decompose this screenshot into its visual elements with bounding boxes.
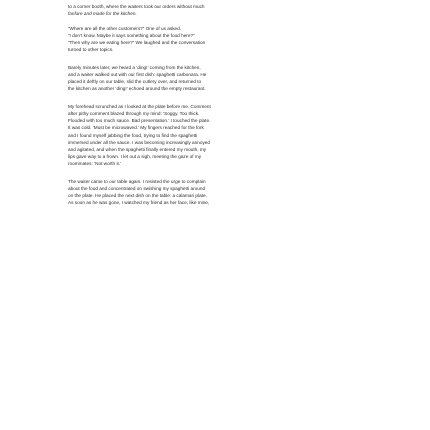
text-line: to a corner booth, where the waiters took our orders without much: [68, 4, 205, 9]
text-line: and I found myself jabbing the food, trying to find the spaghetti: [68, 132, 198, 138]
text-line: The waiter came to our table again. I resisted the urge to complain: [68, 178, 206, 184]
text-line: roommates: ‘Not worth it.’: [68, 161, 122, 167]
paragraph-5: [68, 178, 362, 207]
text-line: It was cold. ‘Must be microwaved.’ My fingers reached for the fork: [68, 125, 204, 131]
text-line: fanfare and made for the kitchen.: [68, 11, 137, 17]
text-line: lips gave way to a frown. I let out a sigh, meeting the gaze of my: [68, 154, 202, 160]
paragraph-1: [68, 3, 362, 17]
text-line: turned to other topics.: [68, 47, 114, 53]
paragraph-gap: [68, 93, 362, 103]
paragraph-gap: [68, 167, 362, 177]
paragraph-gap: [68, 54, 362, 64]
text-line: My forehead scrunched as I looked at the plate before me. Comment: [68, 103, 211, 109]
text-line: “Then why are we eating here?” We laughed and the conversation: [68, 40, 206, 46]
text-line: Flooded with too much sauce. Bad presentation.’ I touched the plate.: [68, 118, 211, 124]
paragraph-gap: [68, 17, 362, 25]
text-line: and a waiter walked out with our first dish: spaghetti carbonara. He: [68, 72, 207, 78]
text-line: about the food and concentrated on swishing my spaghetti around: [68, 185, 206, 191]
paragraph-4: [68, 103, 362, 167]
paragraph-2: [68, 25, 362, 54]
text-line: and agitated, and when the spaghetti finally entered my mouth, my: [68, 146, 207, 152]
paragraph-3: [68, 64, 362, 93]
text-line: “Where are all the other customers?” One of us asked.: [68, 25, 182, 31]
text-line: on the plate. He placed the next dish on the table: a calamari plate.: [68, 193, 207, 199]
text-line: after pithy comment blazed through my mind: ‘Soggy. Too thick.: [68, 111, 200, 117]
text-line: “I don’t know. Maybe it says something about the food here?”: [68, 33, 195, 39]
text-line: As soon as he was gone, I watched my friend as her face, like mine,: [68, 200, 210, 206]
text-line: immersed under all the sauce. I was becoming increasingly annoyed: [68, 139, 211, 145]
text-line: the kitchen as another ‘ding!’ echoed around the empty restaurant.: [68, 86, 206, 92]
text-line: Barely minutes later, we heard a ‘ding!’ coming from the kitchen,: [68, 64, 201, 70]
text-line: placed it deftly on our table, slid the cutlery over, and returned to: [68, 79, 202, 85]
